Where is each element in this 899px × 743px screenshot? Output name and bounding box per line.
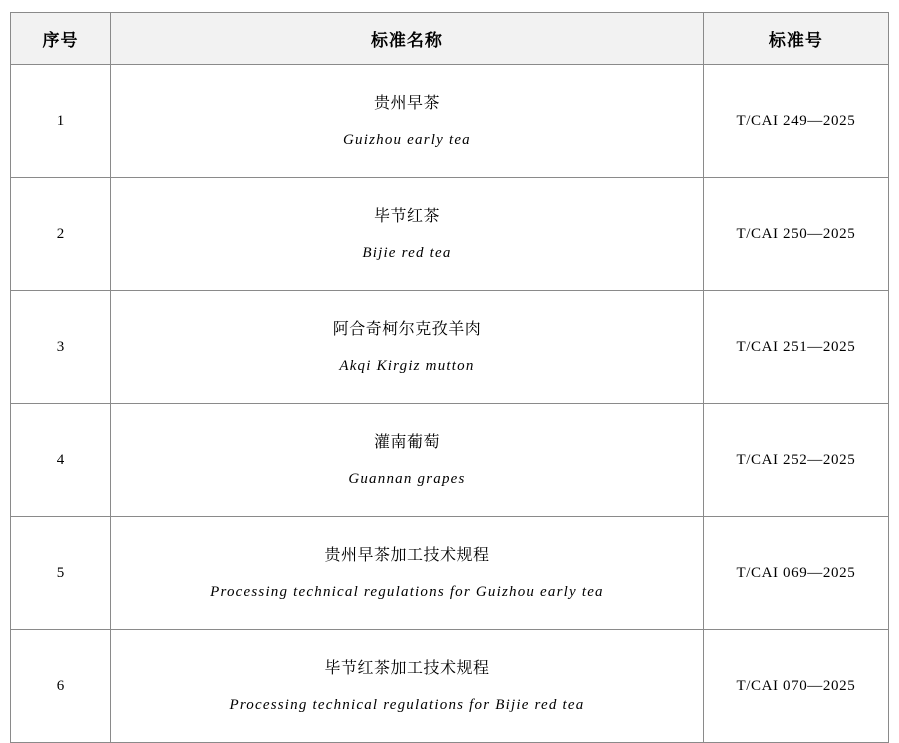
standard-name-cell bbox=[111, 517, 704, 630]
row-number: 3 bbox=[11, 291, 111, 404]
column-header-name: 标准名称 bbox=[111, 13, 704, 65]
standard-code: T/CAI 069—2025 bbox=[703, 517, 888, 630]
standard-name-en: Guannan grapes bbox=[348, 470, 466, 487]
table-row bbox=[11, 65, 889, 178]
standard-name-cn: 灌南葡萄 bbox=[373, 433, 440, 451]
standard-name-en: Bijie red tea bbox=[362, 244, 452, 261]
row-number: 5 bbox=[11, 517, 111, 630]
standard-name-cell bbox=[111, 291, 704, 404]
table-header bbox=[11, 13, 889, 65]
table-body bbox=[11, 65, 889, 743]
standard-name-cn: 贵州早茶加工技术规程 bbox=[324, 546, 490, 564]
standard-name-en: Processing technical regulations for Guizhou early tea bbox=[210, 583, 604, 600]
standard-name-cn: 毕节红茶加工技术规程 bbox=[324, 659, 490, 677]
standard-name-cell bbox=[111, 404, 704, 517]
table-row bbox=[11, 178, 889, 291]
standard-code: T/CAI 249—2025 bbox=[703, 65, 888, 178]
row-number: 6 bbox=[11, 630, 111, 743]
row-number: 2 bbox=[11, 178, 111, 291]
standard-name-cell bbox=[111, 65, 704, 178]
standard-name-cn: 贵州早茶 bbox=[373, 94, 440, 112]
standard-name-en: Guizhou early tea bbox=[343, 131, 471, 148]
standard-name-en: Akqi Kirgiz mutton bbox=[339, 357, 475, 374]
table-row bbox=[11, 630, 889, 743]
standard-name-cn: 毕节红茶 bbox=[373, 207, 440, 225]
row-number: 4 bbox=[11, 404, 111, 517]
standard-code: T/CAI 070—2025 bbox=[703, 630, 888, 743]
standard-name-cn: 阿合奇柯尔克孜羊肉 bbox=[332, 320, 482, 338]
standard-name-en: Processing technical regulations for Bijie red tea bbox=[229, 696, 585, 713]
standard-name-cell bbox=[111, 178, 704, 291]
column-header-code: 标准号 bbox=[703, 13, 888, 65]
table-row bbox=[11, 517, 889, 630]
column-header-no: 序号 bbox=[11, 13, 111, 65]
standard-code: T/CAI 252—2025 bbox=[703, 404, 888, 517]
table-row bbox=[11, 291, 889, 404]
standard-name-cell bbox=[111, 630, 704, 743]
standards-table bbox=[10, 12, 889, 743]
standard-code: T/CAI 251—2025 bbox=[703, 291, 888, 404]
table-row bbox=[11, 404, 889, 517]
row-number: 1 bbox=[11, 65, 111, 178]
standard-code: T/CAI 250—2025 bbox=[703, 178, 888, 291]
table-header-row bbox=[11, 13, 889, 65]
